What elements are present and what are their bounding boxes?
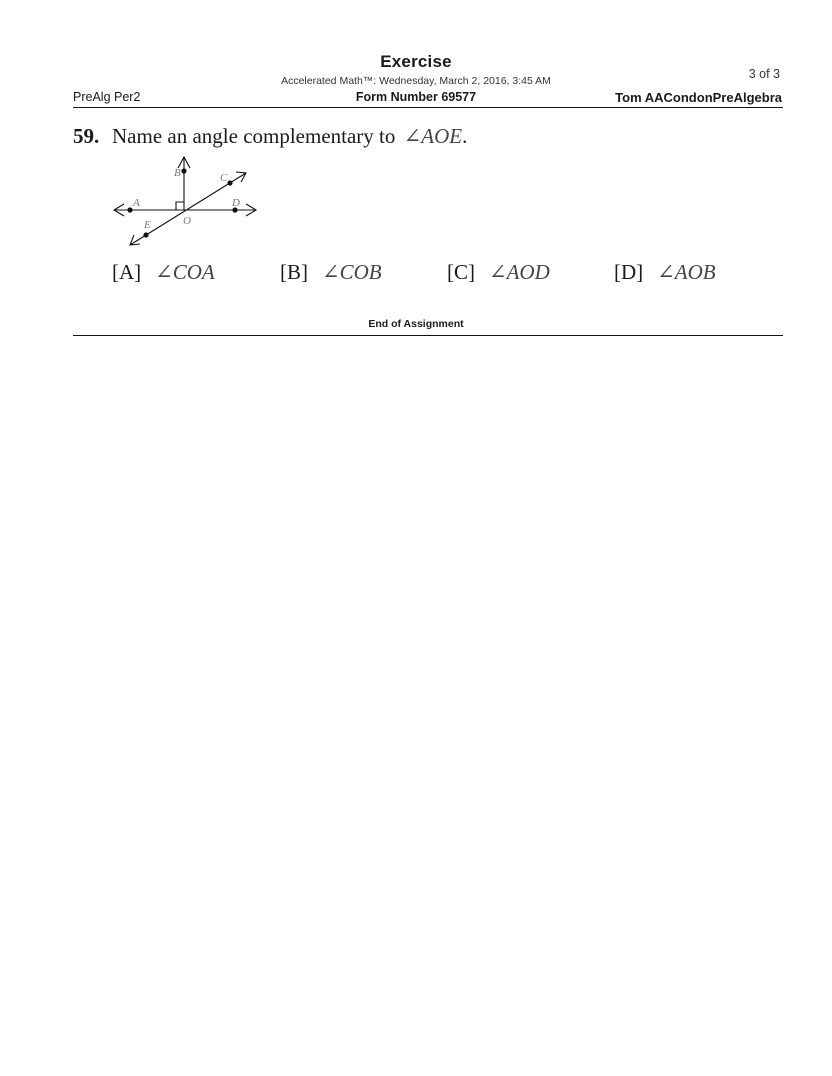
question-angle: ∠AOE [403, 124, 463, 148]
choice-b [280, 260, 382, 285]
end-of-assignment: End of Assignment [368, 318, 464, 330]
choice-answer: ∠COB [322, 260, 382, 284]
choice-letter: [C] [447, 260, 475, 284]
choice-letter: [B] [280, 260, 308, 284]
point-a [127, 207, 132, 212]
header-rule [73, 107, 783, 108]
right-angle-mark [176, 202, 184, 210]
point-c [227, 180, 232, 185]
page-number: 3 of 3 [748, 67, 780, 81]
label-c: C [220, 172, 228, 184]
choice-c [447, 260, 550, 285]
label-a: A [133, 197, 140, 209]
label-d: D [232, 197, 240, 209]
student-name: Tom AACondonPreAlgebra [615, 90, 782, 105]
choice-letter: [D] [614, 260, 644, 284]
form-number: Form Number 69577 [355, 90, 477, 104]
choice-d [614, 260, 716, 285]
question-number: 59. [73, 124, 100, 148]
label-b: B [174, 167, 181, 179]
page-subtitle: Accelerated Math™: Wednesday, March 2, 2016, 3:45 AM [281, 75, 551, 87]
point-e [143, 232, 148, 237]
class-name: PreAlg Per2 [73, 90, 141, 104]
page-title: Exercise [380, 52, 452, 71]
choice-answer: ∠AOD [489, 260, 550, 284]
footer-rule [73, 335, 783, 336]
question-text [112, 124, 467, 149]
choice-letter: [A] [112, 260, 142, 284]
label-e: E [144, 219, 151, 231]
point-b [181, 168, 186, 173]
angle-diagram [108, 152, 268, 250]
label-o: O [183, 215, 191, 227]
choice-answer: ∠AOB [657, 260, 716, 284]
question-period: . [462, 124, 468, 148]
question-prompt: Name an angle complementary to [112, 124, 396, 148]
choice-a [112, 260, 215, 285]
choice-answer: ∠COA [155, 260, 215, 284]
